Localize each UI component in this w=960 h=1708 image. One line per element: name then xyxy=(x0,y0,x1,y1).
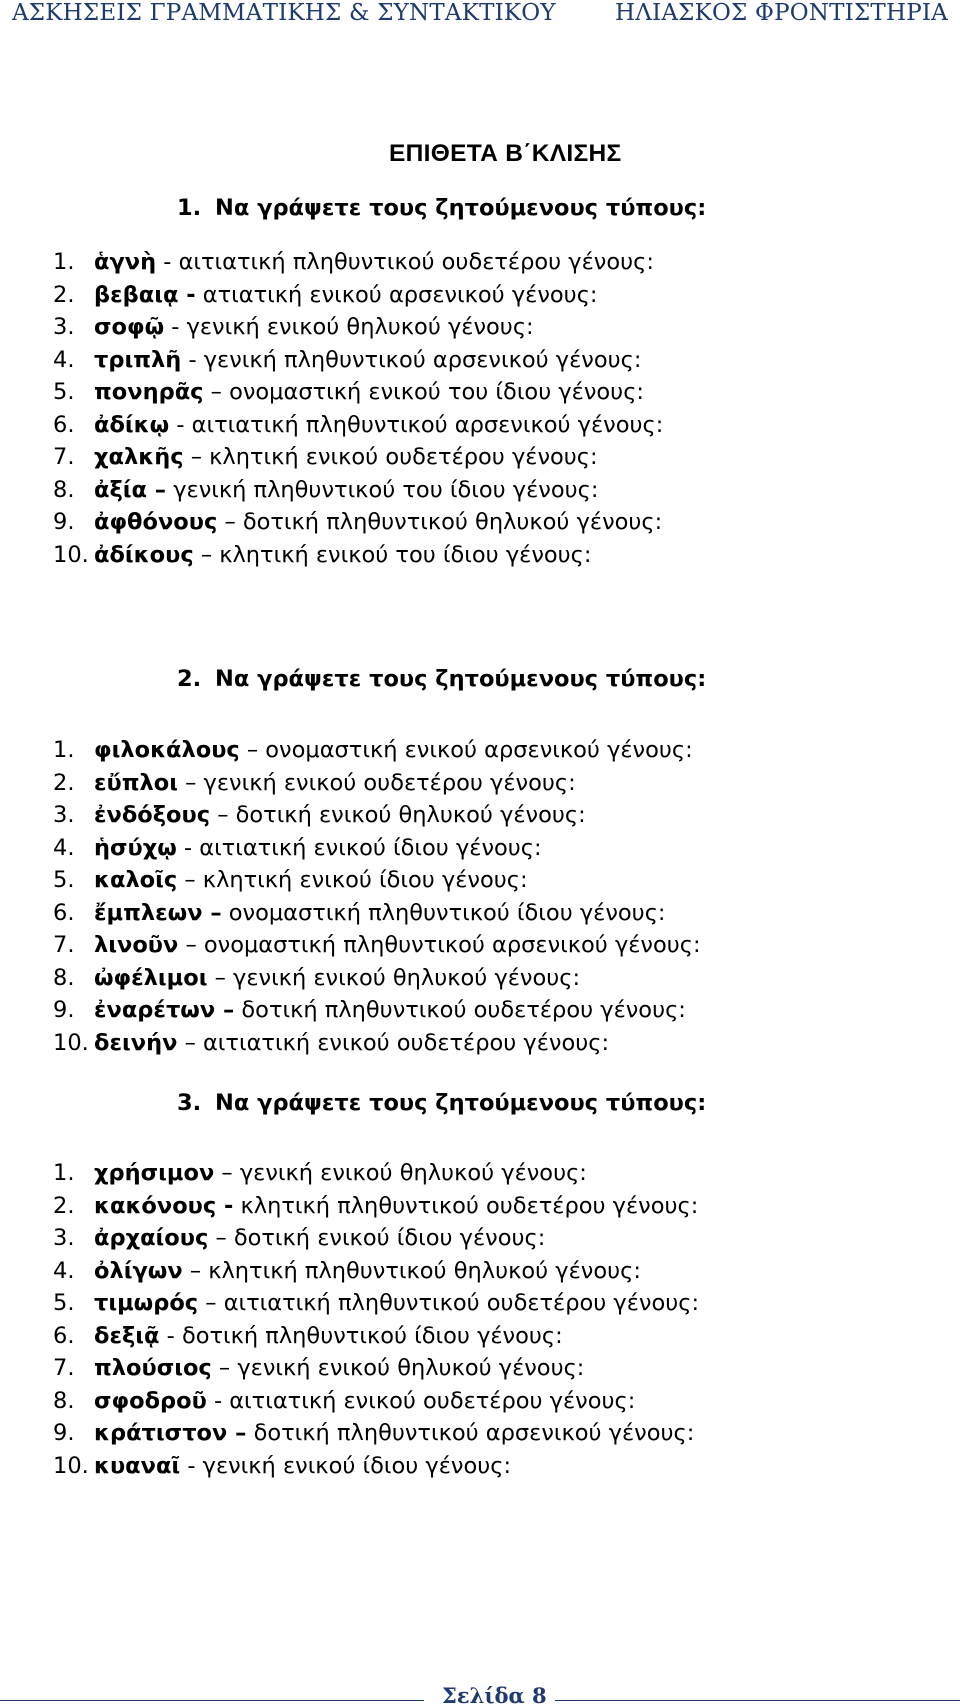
list-item xyxy=(53,962,701,995)
item-word: χαλκῆς xyxy=(94,444,184,470)
header-left-text: ΑΣΚΗΣΕΙΣ ΓΡΑΜΜΑΤΙΚΗΣ & ΣΥΝΤΑΚΤΙΚΟΥ xyxy=(12,0,556,26)
item-description: – δοτική ενικού θηλυκού γένους: xyxy=(210,802,586,828)
item-number: 6. xyxy=(53,411,75,438)
section-3-heading xyxy=(177,1090,706,1116)
item-number: 7. xyxy=(53,444,75,470)
item-word: κακόνους - xyxy=(94,1192,234,1219)
item-description: - γενική ενικού θηλυκού γένους: xyxy=(164,314,534,340)
item-number: 9. xyxy=(53,997,75,1023)
item-description: – κλητική πληθυντικού θηλυκού γένους: xyxy=(182,1257,641,1284)
item-description: δοτική πληθυντικού ουδετέρου γένους: xyxy=(234,997,686,1023)
item-word: φιλοκάλους xyxy=(94,737,240,763)
item-word: δεξιᾷ xyxy=(94,1322,160,1349)
item-description: - γενική πληθυντικού αρσενικού γένους: xyxy=(181,346,642,373)
list-item xyxy=(53,539,663,572)
item-description: ονομαστική πληθυντικού ίδιου γένους: xyxy=(221,899,666,926)
item-description: – γενική ενικού θηλυκού γένους: xyxy=(211,1355,585,1381)
item-number: 10. xyxy=(53,1029,89,1056)
item-number: 9. xyxy=(53,1420,75,1446)
list-item xyxy=(53,1385,699,1418)
item-description: – δοτική ενικού ίδιου γένους: xyxy=(208,1225,546,1251)
section-2-list xyxy=(53,734,701,1059)
item-description: - γενική ενικού ίδιου γένους: xyxy=(180,1452,512,1479)
item-number: 8. xyxy=(53,476,75,503)
item-description: - αιτιατική πληθυντικού αρσενικού γένους: xyxy=(169,411,664,438)
section-2-heading xyxy=(177,666,706,692)
list-item xyxy=(53,1352,699,1385)
document-title: ΕΠΙΘΕΤΑ Β΄ΚΛΙΣΗΣ xyxy=(389,140,622,167)
item-word: κυαναῖ xyxy=(94,1452,181,1479)
item-word: κράτιστον – xyxy=(94,1420,247,1446)
list-item xyxy=(53,767,701,800)
list-item xyxy=(53,799,701,832)
item-number: 9. xyxy=(53,509,75,535)
item-description: - αιτιατική ενικού ίδιου γένους: xyxy=(176,834,542,861)
item-number: 7. xyxy=(53,1355,75,1381)
list-item xyxy=(53,1255,699,1288)
item-word: τιμωρός xyxy=(94,1290,199,1316)
footer-rule-left xyxy=(0,1700,424,1701)
item-number: 8. xyxy=(53,1387,75,1414)
item-word: ἁγνὴ xyxy=(94,249,157,275)
item-word: ἐναρέτων – xyxy=(94,997,235,1023)
list-item xyxy=(53,1320,699,1353)
list-item xyxy=(53,506,663,539)
item-description: – κλητική ενικού του ίδιου γένους: xyxy=(193,541,592,568)
section-1-heading xyxy=(177,195,706,221)
header-right-text: ΗΛΙΑΣΚΟΣ ΦΡΟΝΤΙΣΤΗΡΙΑ xyxy=(614,0,948,26)
item-number: 4. xyxy=(53,1257,75,1284)
footer-rule-right xyxy=(546,1700,960,1701)
item-description: - αιτιατική ενικού ουδετέρου γένους: xyxy=(206,1387,636,1414)
item-word: ἀρχαίους xyxy=(94,1225,209,1251)
item-description: – αιτιατική πληθυντικού ουδετέρου γένους: xyxy=(198,1290,700,1316)
item-description: δοτική πληθυντικού αρσενικού γένους: xyxy=(246,1420,695,1446)
section-heading-text: Να γράψετε τους ζητούμενους τύπους: xyxy=(215,1090,707,1116)
item-description: ατιατική ενικού αρσενικού γένους: xyxy=(195,281,598,308)
item-number: 7. xyxy=(53,932,75,958)
list-item xyxy=(53,897,701,930)
item-word: ἀξία – xyxy=(94,476,167,503)
item-word: ἀδίκους xyxy=(94,541,194,568)
list-item xyxy=(53,1287,699,1320)
item-word: ἀδίκῳ xyxy=(94,411,170,438)
item-number: 1. xyxy=(53,1160,75,1186)
item-word: ἀφθόνους xyxy=(94,509,218,535)
item-number: 3. xyxy=(53,314,75,340)
item-description: – δοτική πληθυντικού θηλυκού γένους: xyxy=(217,509,663,535)
item-description: – κλητική ενικού ίδιου γένους: xyxy=(177,867,528,893)
list-item xyxy=(53,1222,699,1255)
list-item xyxy=(53,1417,699,1450)
section-3-list xyxy=(53,1157,699,1482)
item-description: γενική πληθυντικού του ίδιου γένους: xyxy=(166,476,599,503)
list-item xyxy=(53,994,701,1027)
item-word: πλούσιος xyxy=(94,1355,212,1381)
list-item xyxy=(53,929,701,962)
item-word: σοφῷ xyxy=(94,314,165,340)
section-number: 2. xyxy=(177,666,202,692)
item-word: καλοῖς xyxy=(94,867,178,893)
item-description: – ονομαστική πληθυντικού αρσενικού γένους: xyxy=(178,932,701,958)
item-description: - δοτική πληθυντικού ίδιου γένους: xyxy=(159,1322,563,1349)
item-word: ὠφέλιμοι xyxy=(94,964,208,991)
item-word: ὀλίγων xyxy=(94,1257,183,1284)
item-number: 2. xyxy=(53,1192,75,1219)
item-description: – γενική ενικού ουδετέρου γένους: xyxy=(177,769,576,796)
item-word: τριπλῆ xyxy=(94,346,182,373)
item-number: 5. xyxy=(53,1290,75,1316)
item-word: δεινήν xyxy=(94,1029,178,1056)
list-item xyxy=(53,864,701,897)
item-description: – ονομαστική ενικού του ίδιου γένους: xyxy=(203,379,644,405)
item-number: 2. xyxy=(53,769,75,796)
item-description: – κλητική ενικού ουδετέρου γένους: xyxy=(183,444,598,470)
list-item xyxy=(53,474,663,507)
list-item xyxy=(53,376,663,409)
item-number: 3. xyxy=(53,802,75,828)
item-number: 6. xyxy=(53,1322,75,1349)
section-number: 1. xyxy=(177,195,202,221)
item-number: 6. xyxy=(53,899,75,926)
item-number: 4. xyxy=(53,346,75,373)
item-word: πονηρᾶς xyxy=(94,379,204,405)
section-number: 3. xyxy=(177,1090,202,1116)
section-1-list xyxy=(53,246,663,571)
item-number: 2. xyxy=(53,281,75,308)
list-item xyxy=(53,409,663,442)
list-item xyxy=(53,1190,699,1223)
list-item xyxy=(53,832,701,865)
item-word: βεβαιᾳ - xyxy=(94,281,196,308)
item-description: – ονομαστική ενικού αρσενικού γένους: xyxy=(239,737,693,763)
item-number: 10. xyxy=(53,541,89,568)
item-number: 4. xyxy=(53,834,75,861)
item-number: 1. xyxy=(53,737,75,763)
item-word: εὔπλοι xyxy=(94,769,178,796)
section-heading-text: Να γράψετε τους ζητούμενους τύπους: xyxy=(215,666,707,692)
page-header xyxy=(0,0,960,30)
item-description: – αιτιατική ενικού ουδετέρου γένους: xyxy=(177,1029,610,1056)
list-item xyxy=(53,311,663,344)
item-word: χρήσιμον xyxy=(94,1160,215,1186)
item-word: ἡσύχῳ xyxy=(94,834,177,861)
list-item xyxy=(53,246,663,279)
item-word: λινοῦν xyxy=(94,932,179,958)
item-word: σφοδροῦ xyxy=(94,1387,207,1414)
item-number: 8. xyxy=(53,964,75,991)
list-item xyxy=(53,441,663,474)
list-item xyxy=(53,1157,699,1190)
item-description: - αιτιατική πληθυντικού ουδετέρου γένους: xyxy=(156,249,654,275)
item-number: 5. xyxy=(53,867,75,893)
list-item xyxy=(53,1027,701,1060)
item-number: 5. xyxy=(53,379,75,405)
item-word: ἔμπλεων – xyxy=(94,899,222,926)
item-description: κλητική πληθυντικού ουδετέρου γένους: xyxy=(233,1192,699,1219)
list-item xyxy=(53,279,663,312)
item-number: 10. xyxy=(53,1452,89,1479)
item-description: – γενική ενικού θηλυκού γένους: xyxy=(207,964,581,991)
page-number: Σελίδα 8 xyxy=(434,1683,555,1708)
section-heading-text: Να γράψετε τους ζητούμενους τύπους: xyxy=(215,195,707,221)
item-number: 3. xyxy=(53,1225,75,1251)
item-number: 1. xyxy=(53,249,75,275)
list-item xyxy=(53,1450,699,1483)
item-description: – γενική ενικού θηλυκού γένους: xyxy=(214,1160,587,1186)
list-item xyxy=(53,344,663,377)
item-word: ἐνδόξους xyxy=(94,802,211,828)
list-item xyxy=(53,734,701,767)
